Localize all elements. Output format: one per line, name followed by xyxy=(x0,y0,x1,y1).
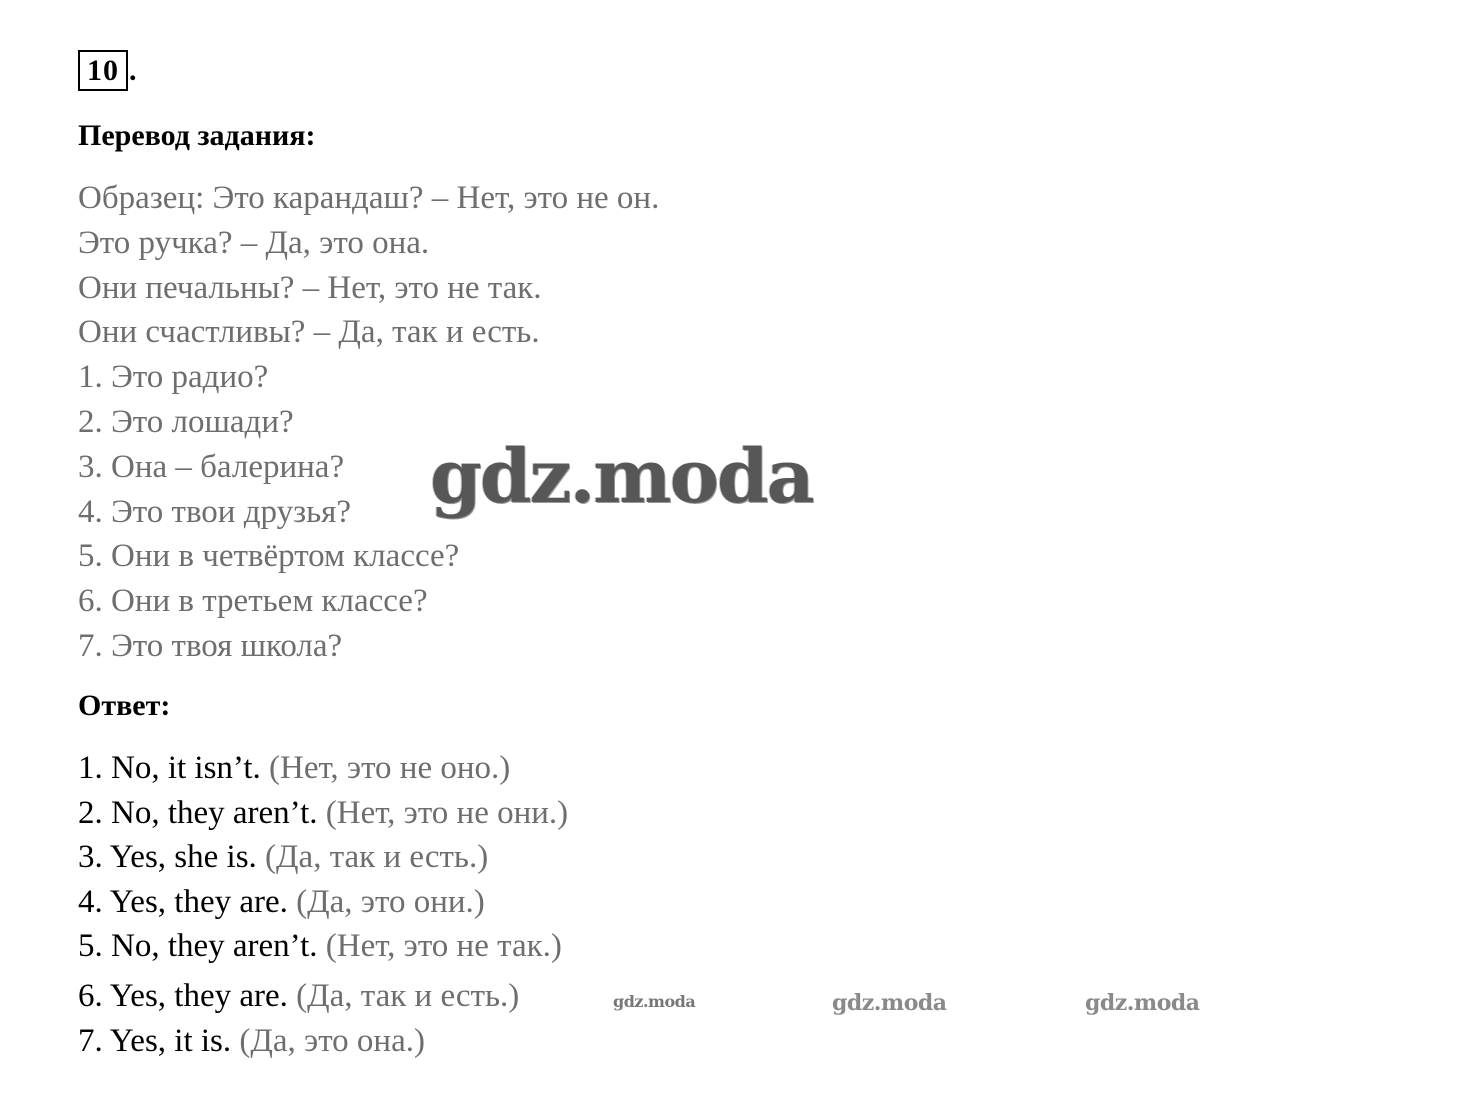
answer-line xyxy=(78,924,568,969)
translation-line-5: 5. Они в четвёртом классе? xyxy=(78,538,460,575)
answer-en: 6. Yes, they are. xyxy=(78,977,288,1014)
translation-line-2: 2. Это лошади? xyxy=(78,403,294,440)
translation-heading: Перевод задания: xyxy=(78,119,316,152)
answer-ru: (Да, так и есть.) xyxy=(296,977,520,1014)
answer-list xyxy=(78,746,568,1063)
task-number-dot: . xyxy=(129,54,137,87)
answer-en: 2. No, they aren’t. xyxy=(78,794,318,831)
translation-line-6: 6. Они в третьем классе? xyxy=(78,583,428,620)
answer-en: 5. No, they aren’t. xyxy=(78,928,318,965)
watermark-small-3: gdz.moda xyxy=(1085,990,1200,1016)
answer-line xyxy=(78,880,568,925)
answer-en: 3. Yes, she is. xyxy=(78,839,257,876)
answer-en: 4. Yes, they are. xyxy=(78,883,288,920)
answer-ru: (Да, так и есть.) xyxy=(265,839,489,876)
watermark-small-1: gdz.moda xyxy=(613,992,696,1011)
translation-list xyxy=(78,176,659,669)
translation-line-sample-4: Они счастливы? – Да, так и есть. xyxy=(78,314,540,351)
answer-ru: (Нет, это не оно.) xyxy=(269,750,511,786)
answer-en: 7. Yes, it is. xyxy=(78,1022,232,1059)
answer-heading: Ответ: xyxy=(78,689,171,722)
translation-line-3: 3. Она – балерина? xyxy=(78,448,345,485)
task-number-box: 10 xyxy=(78,50,128,91)
answer-ru: (Нет, это не так.) xyxy=(325,928,562,965)
translation-line-sample: Образец: Это карандаш? – Нет, это не он. xyxy=(78,180,660,216)
answer-ru: (Да, это они.) xyxy=(296,883,485,920)
answer-line xyxy=(78,974,568,1019)
watermark-main: gdz.moda xyxy=(430,434,813,520)
translation-line-7: 7. Это твоя школа? xyxy=(78,627,343,664)
answer-line xyxy=(78,835,568,880)
translation-line-4: 4. Это твои друзья? xyxy=(78,493,351,530)
translation-line-sample-3: Они печальны? – Нет, это не так. xyxy=(78,269,542,306)
answer-line xyxy=(78,1019,568,1064)
answer-line xyxy=(78,791,568,836)
answer-ru: (Нет, это не они.) xyxy=(325,794,569,831)
answer-ru: (Да, это она.) xyxy=(239,1022,425,1059)
translation-line-sample-2: Это ручка? – Да, это она. xyxy=(78,224,430,261)
answer-en: 1. No, it isn’t. xyxy=(78,750,261,786)
translation-line-1: 1. Это радио? xyxy=(78,359,269,396)
watermark-small-2: gdz.moda xyxy=(832,990,947,1016)
task-number xyxy=(78,50,137,90)
answer-line xyxy=(78,746,568,791)
